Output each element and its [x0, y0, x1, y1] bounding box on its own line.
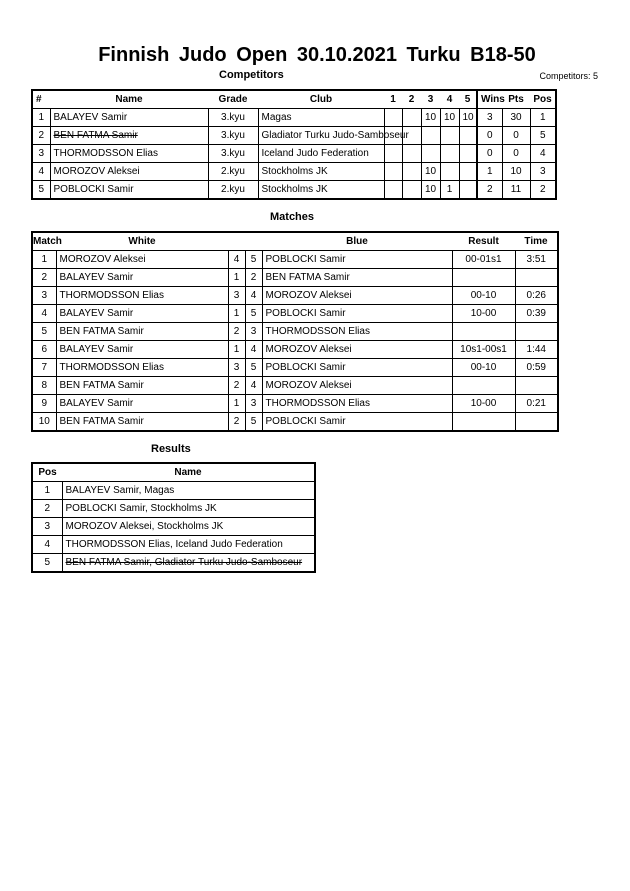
result-name: POBLOCKI Samir, Stockholms JK [62, 500, 315, 518]
match-number: 8 [32, 377, 56, 395]
match-row [32, 305, 558, 323]
match-time [515, 377, 558, 395]
result-row [32, 518, 315, 536]
score-vs-4 [440, 163, 459, 181]
competitor-wins: 2 [477, 181, 502, 200]
score-vs-5 [459, 127, 477, 145]
score-vs-2 [402, 163, 421, 181]
score-vs-3 [421, 127, 440, 145]
column-header: Name [50, 90, 208, 109]
blue-number: 4 [245, 377, 262, 395]
match-result [452, 413, 515, 432]
match-number: 5 [32, 323, 56, 341]
competitor-number: 3 [32, 145, 50, 163]
result-position: 3 [32, 518, 62, 536]
column-header [228, 232, 245, 251]
results-table [31, 462, 316, 573]
white-name: THORMODSSON Elias [56, 359, 228, 377]
white-number: 2 [228, 323, 245, 341]
competitor-grade: 3.kyu [208, 109, 258, 127]
competitor-points: 11 [502, 181, 530, 200]
blue-number: 5 [245, 305, 262, 323]
match-result: 10-00 [452, 305, 515, 323]
competitor-wins: 1 [477, 163, 502, 181]
competitor-name: BEN FATMA Samir [50, 127, 208, 145]
match-number: 3 [32, 287, 56, 305]
score-vs-3 [421, 145, 440, 163]
blue-name: POBLOCKI Samir [262, 359, 452, 377]
white-name: MOROZOV Aleksei [56, 251, 228, 269]
column-header: 5 [459, 90, 477, 109]
result-name: MOROZOV Aleksei, Stockholms JK [62, 518, 315, 536]
competitor-position: 2 [530, 181, 556, 200]
competitor-name: THORMODSSON Elias [50, 145, 208, 163]
competitor-number: 2 [32, 127, 50, 145]
white-name: THORMODSSON Elias [56, 287, 228, 305]
competitors-count: Competitors: 5 [539, 71, 598, 81]
column-header: Name [62, 463, 315, 482]
competitor-row [32, 163, 556, 181]
match-number: 9 [32, 395, 56, 413]
match-time: 0:59 [515, 359, 558, 377]
result-position: 4 [32, 536, 62, 554]
column-header: Club [258, 90, 384, 109]
score-vs-2 [402, 181, 421, 200]
match-row [32, 269, 558, 287]
score-vs-4: 10 [440, 109, 459, 127]
match-time: 1:44 [515, 341, 558, 359]
competitor-number: 4 [32, 163, 50, 181]
match-result [452, 323, 515, 341]
competitor-name: BALAYEV Samir [50, 109, 208, 127]
competitor-wins: 0 [477, 127, 502, 145]
result-name: BEN FATMA Samir, Gladiator Turku Judo-Samboseur [62, 554, 315, 573]
column-header [245, 232, 262, 251]
score-vs-1 [384, 181, 402, 200]
white-name: BALAYEV Samir [56, 269, 228, 287]
blue-name: POBLOCKI Samir [262, 413, 452, 432]
white-name: BALAYEV Samir [56, 395, 228, 413]
match-row [32, 323, 558, 341]
competitor-club: Magas [258, 109, 384, 127]
competitor-row [32, 181, 556, 200]
column-header: 4 [440, 90, 459, 109]
white-number: 1 [228, 341, 245, 359]
score-vs-3: 10 [421, 109, 440, 127]
white-name: BEN FATMA Samir [56, 323, 228, 341]
match-row [32, 341, 558, 359]
blue-name: MOROZOV Aleksei [262, 341, 452, 359]
white-number: 2 [228, 377, 245, 395]
column-header: Wins [477, 90, 502, 109]
match-time [515, 269, 558, 287]
blue-name: THORMODSSON Elias [262, 395, 452, 413]
match-number: 10 [32, 413, 56, 432]
match-number: 1 [32, 251, 56, 269]
blue-number: 5 [245, 251, 262, 269]
match-number: 2 [32, 269, 56, 287]
blue-name: POBLOCKI Samir [262, 251, 452, 269]
column-header: # [32, 90, 50, 109]
competitor-name: POBLOCKI Samir [50, 181, 208, 200]
score-vs-5 [459, 181, 477, 200]
match-number: 7 [32, 359, 56, 377]
match-row [32, 377, 558, 395]
result-row [32, 536, 315, 554]
competitor-club: Stockholms JK [258, 163, 384, 181]
score-vs-4: 1 [440, 181, 459, 200]
column-header: Time [515, 232, 558, 251]
blue-name: MOROZOV Aleksei [262, 377, 452, 395]
score-vs-3: 10 [421, 163, 440, 181]
match-time [515, 323, 558, 341]
score-vs-5 [459, 163, 477, 181]
competitor-row [32, 109, 556, 127]
match-row [32, 359, 558, 377]
competitor-points: 0 [502, 145, 530, 163]
column-header: Result [452, 232, 515, 251]
competitor-points: 0 [502, 127, 530, 145]
white-name: BEN FATMA Samir [56, 377, 228, 395]
competitor-grade: 3.kyu [208, 127, 258, 145]
score-vs-1 [384, 109, 402, 127]
column-header: 3 [421, 90, 440, 109]
matches-table [31, 231, 559, 432]
competitor-grade: 3.kyu [208, 145, 258, 163]
result-row [32, 482, 315, 500]
match-result [452, 377, 515, 395]
match-time [515, 413, 558, 432]
competitor-points: 30 [502, 109, 530, 127]
column-header: Pos [530, 90, 556, 109]
match-result: 00-01s1 [452, 251, 515, 269]
result-position: 2 [32, 500, 62, 518]
match-result: 10-00 [452, 395, 515, 413]
results-heading: Results [151, 443, 191, 455]
score-vs-1 [384, 145, 402, 163]
score-vs-2 [402, 145, 421, 163]
blue-number: 3 [245, 395, 262, 413]
competitor-row [32, 145, 556, 163]
competitors-table [31, 89, 557, 200]
result-name: BALAYEV Samir, Magas [62, 482, 315, 500]
competitor-wins: 0 [477, 145, 502, 163]
column-header: Match [32, 232, 56, 251]
score-vs-1 [384, 163, 402, 181]
match-result: 00-10 [452, 287, 515, 305]
competitor-points: 10 [502, 163, 530, 181]
white-number: 3 [228, 359, 245, 377]
white-number: 1 [228, 395, 245, 413]
blue-number: 2 [245, 269, 262, 287]
competitor-number: 5 [32, 181, 50, 200]
white-number: 4 [228, 251, 245, 269]
competitor-position: 4 [530, 145, 556, 163]
blue-number: 4 [245, 287, 262, 305]
competitors-heading: Competitors [219, 69, 284, 81]
score-vs-3: 10 [421, 181, 440, 200]
competitor-club: Iceland Judo Federation [258, 145, 384, 163]
blue-number: 5 [245, 359, 262, 377]
white-number: 2 [228, 413, 245, 432]
matches-heading: Matches [270, 211, 315, 223]
result-position: 5 [32, 554, 62, 573]
blue-name: THORMODSSON Elias [262, 323, 452, 341]
competitor-wins: 3 [477, 109, 502, 127]
match-row [32, 395, 558, 413]
match-number: 6 [32, 341, 56, 359]
match-row [32, 413, 558, 432]
match-row [32, 251, 558, 269]
competitor-position: 3 [530, 163, 556, 181]
blue-name: MOROZOV Aleksei [262, 287, 452, 305]
result-row [32, 554, 315, 573]
blue-name: POBLOCKI Samir [262, 305, 452, 323]
score-vs-4 [440, 145, 459, 163]
blue-number: 4 [245, 341, 262, 359]
match-time: 0:39 [515, 305, 558, 323]
competitor-position: 1 [530, 109, 556, 127]
score-vs-4 [440, 127, 459, 145]
white-name: BALAYEV Samir [56, 341, 228, 359]
column-header: 2 [402, 90, 421, 109]
score-vs-5 [459, 145, 477, 163]
column-header: White [56, 232, 228, 251]
blue-number: 5 [245, 413, 262, 432]
competitor-name: MOROZOV Aleksei [50, 163, 208, 181]
white-number: 1 [228, 269, 245, 287]
white-number: 3 [228, 287, 245, 305]
match-result [452, 269, 515, 287]
result-row [32, 500, 315, 518]
column-header: Blue [262, 232, 452, 251]
blue-number: 3 [245, 323, 262, 341]
white-number: 1 [228, 305, 245, 323]
white-name: BALAYEV Samir [56, 305, 228, 323]
competitor-club: Stockholms JK [258, 181, 384, 200]
match-time: 0:21 [515, 395, 558, 413]
score-vs-2 [402, 109, 421, 127]
result-position: 1 [32, 482, 62, 500]
match-number: 4 [32, 305, 56, 323]
match-time: 3:51 [515, 251, 558, 269]
competitor-position: 5 [530, 127, 556, 145]
white-name: BEN FATMA Samir [56, 413, 228, 432]
match-time: 0:26 [515, 287, 558, 305]
column-header: Pts [502, 90, 530, 109]
competitor-club: Gladiator Turku Judo-Samboseur [258, 127, 384, 145]
competitor-grade: 2.kyu [208, 163, 258, 181]
column-header: Grade [208, 90, 258, 109]
competitor-number: 1 [32, 109, 50, 127]
match-result: 10s1-00s1 [452, 341, 515, 359]
column-header: 1 [384, 90, 402, 109]
blue-name: BEN FATMA Samir [262, 269, 452, 287]
result-name: THORMODSSON Elias, Iceland Judo Federation [62, 536, 315, 554]
column-header: Pos [32, 463, 62, 482]
match-row [32, 287, 558, 305]
competitor-row [32, 127, 556, 145]
page-title: Finnish Judo Open 30.10.2021 Turku B18-50 [98, 44, 536, 66]
competitor-grade: 2.kyu [208, 181, 258, 200]
match-result: 00-10 [452, 359, 515, 377]
score-vs-5: 10 [459, 109, 477, 127]
